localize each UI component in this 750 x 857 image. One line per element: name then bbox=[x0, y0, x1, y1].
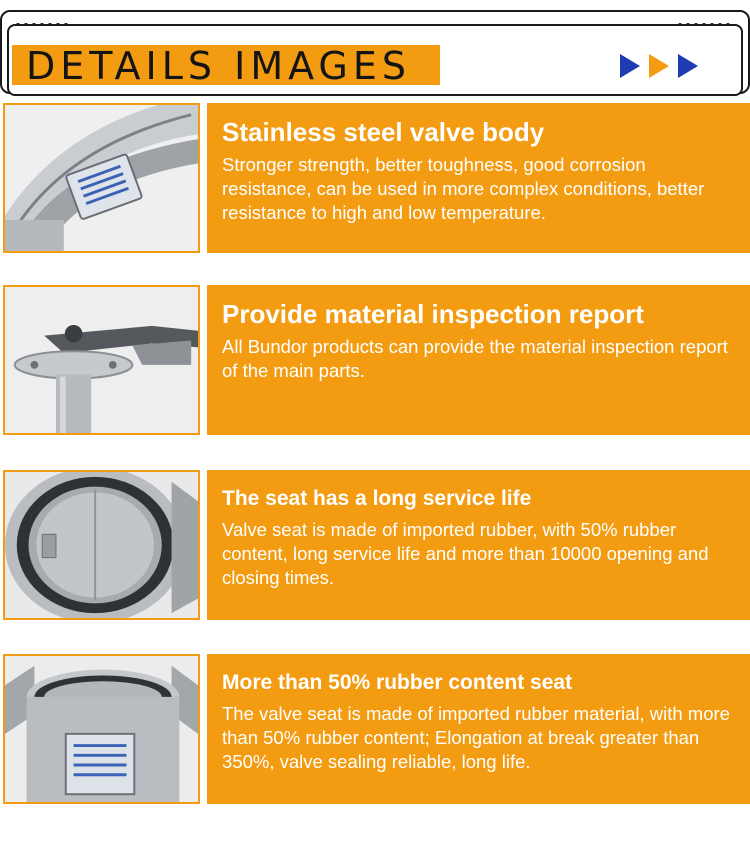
feature-row-rubber-seat bbox=[0, 654, 750, 804]
feature-text-panel bbox=[207, 470, 750, 620]
feature-description: The valve seat is made of imported rubber material, with more than 50% rubber content; Elongation at break greater than 350%, valve sealing reliable, long life. bbox=[222, 703, 730, 772]
feature-description: Stronger strength, better toughness, good corrosion resistance, can be used in more complex conditions, better resistance to high and low temperature. bbox=[222, 154, 705, 223]
feature-heading: Provide material inspection report bbox=[222, 299, 644, 329]
feature-description: All Bundor products can provide the material inspection report of the main parts. bbox=[222, 336, 728, 381]
feature-heading: Stainless steel valve body bbox=[222, 117, 545, 147]
valve-handle-photo bbox=[3, 285, 200, 435]
feature-text-panel bbox=[207, 285, 750, 435]
play-arrow-icon bbox=[649, 54, 669, 78]
decorative-arrows bbox=[620, 54, 698, 78]
feature-text-panel bbox=[207, 654, 750, 804]
page-title: DETAILS IMAGES bbox=[26, 44, 412, 88]
feature-row-seat-life bbox=[0, 470, 750, 620]
feature-heading: More than 50% rubber content seat bbox=[222, 671, 573, 694]
valve-rubber-seat-photo bbox=[3, 654, 200, 804]
feature-heading: The seat has a long service life bbox=[222, 487, 532, 510]
header-frame bbox=[0, 10, 750, 94]
valve-body-photo bbox=[3, 103, 200, 253]
feature-text-panel bbox=[207, 103, 750, 253]
feature-description: Valve seat is made of imported rubber, with 50% rubber content, long service life and more than 10000 opening and closing times. bbox=[222, 519, 709, 588]
valve-seat-photo bbox=[3, 470, 200, 620]
play-arrow-icon bbox=[620, 54, 640, 78]
feature-row-valve-body bbox=[0, 103, 750, 253]
play-arrow-icon bbox=[678, 54, 698, 78]
feature-row-inspection-report bbox=[0, 285, 750, 435]
